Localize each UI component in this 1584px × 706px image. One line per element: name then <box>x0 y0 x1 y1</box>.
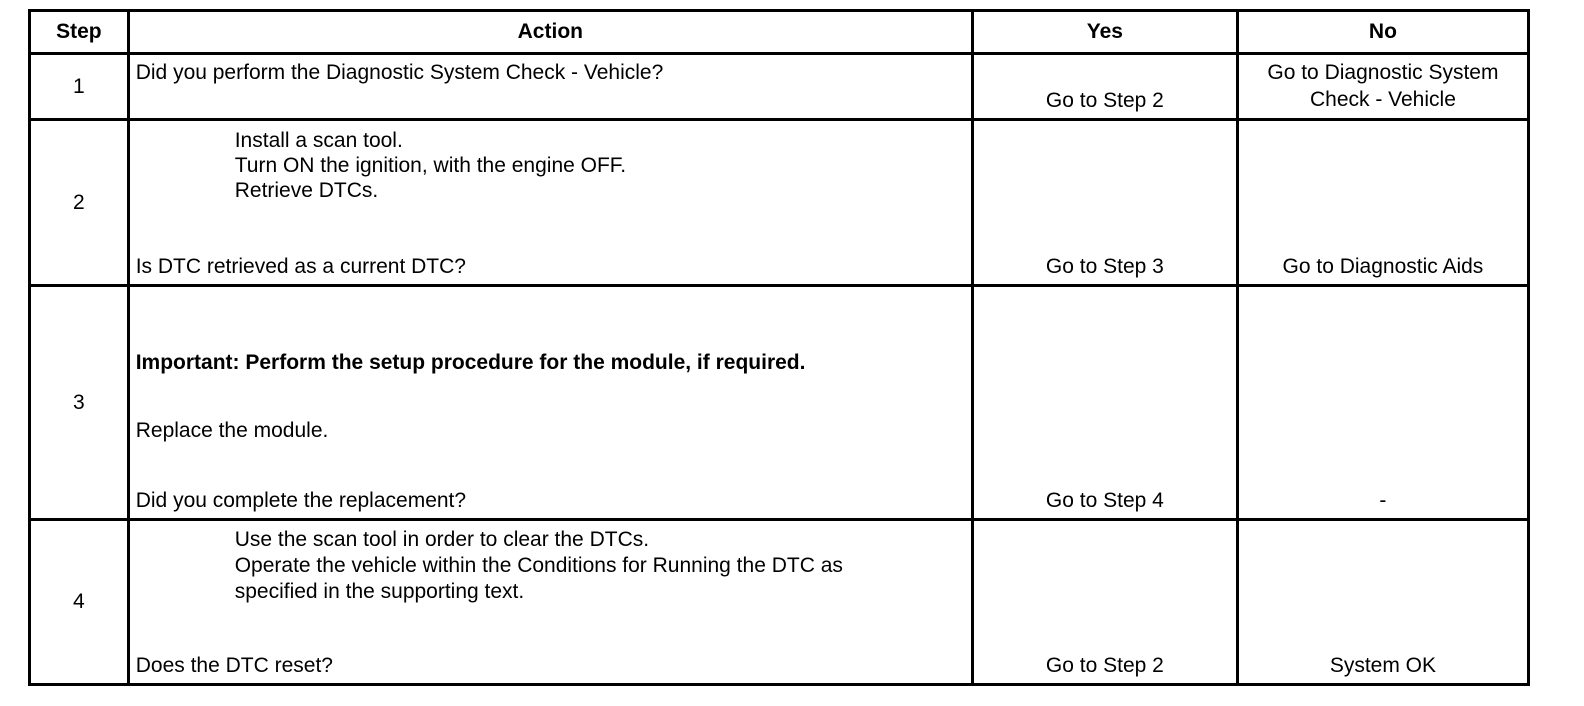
yes-text: Go to Step 2 <box>1045 89 1164 113</box>
table-row <box>30 519 1529 684</box>
header-action: Action <box>128 11 972 54</box>
action-instruction: Retrieve DTCs. <box>234 179 379 203</box>
action-instruction: Install a scan tool. <box>234 129 403 153</box>
header-no: No <box>1237 11 1528 54</box>
action-cell <box>128 286 972 519</box>
action-cell <box>128 120 972 286</box>
header-row <box>30 11 1529 54</box>
step-number: 4 <box>30 519 129 684</box>
yes-text: Go to Step 2 <box>1045 654 1164 677</box>
action-question: Is DTC retrieved as a current DTC? <box>135 255 466 279</box>
action-question: Did you perform the Diagnostic System Check - Vehicle? <box>135 61 664 84</box>
action-cell <box>128 54 972 120</box>
yes-cell <box>972 120 1237 286</box>
action-instruction: Operate the vehicle within the Conditions for Running the DTC as <box>234 553 843 577</box>
no-text: System OK <box>1329 654 1437 677</box>
action-instruction: specified in the supporting text. <box>234 579 525 603</box>
step-number: 2 <box>30 120 129 286</box>
header-step: Step <box>30 11 129 54</box>
table-row <box>30 54 1529 120</box>
action-cell <box>128 519 972 684</box>
header-yes: Yes <box>972 11 1237 54</box>
step-number: 3 <box>30 286 129 519</box>
yes-text: Go to Step 3 <box>1045 255 1164 279</box>
action-instruction: Turn ON the ignition, with the engine OFF. <box>234 154 627 178</box>
table-row <box>30 120 1529 286</box>
yes-text: Go to Step 4 <box>1045 488 1164 512</box>
action-question: Did you complete the replacement? <box>135 488 467 512</box>
important-note: Important: Perform the setup procedure for the module, if required. <box>135 351 806 375</box>
yes-cell <box>972 54 1237 120</box>
no-cell <box>1237 54 1528 120</box>
table-row <box>30 286 1529 519</box>
yes-cell <box>972 519 1237 684</box>
no-cell <box>1237 519 1528 684</box>
yes-cell <box>972 286 1237 519</box>
no-text: Go to Diagnostic Aids <box>1282 255 1484 279</box>
diagnostic-table <box>28 9 1530 686</box>
action-instruction: Replace the module. <box>135 419 329 443</box>
no-text-line1: Go to Diagnostic System <box>1267 61 1499 84</box>
no-text-line2: Check - Vehicle <box>1309 88 1456 111</box>
no-cell <box>1237 120 1528 286</box>
no-text: - <box>1379 488 1387 512</box>
action-instruction: Use the scan tool in order to clear the DTCs. <box>234 527 650 551</box>
action-question: Does the DTC reset? <box>135 654 333 677</box>
step-number: 1 <box>30 54 129 120</box>
no-cell <box>1237 286 1528 519</box>
